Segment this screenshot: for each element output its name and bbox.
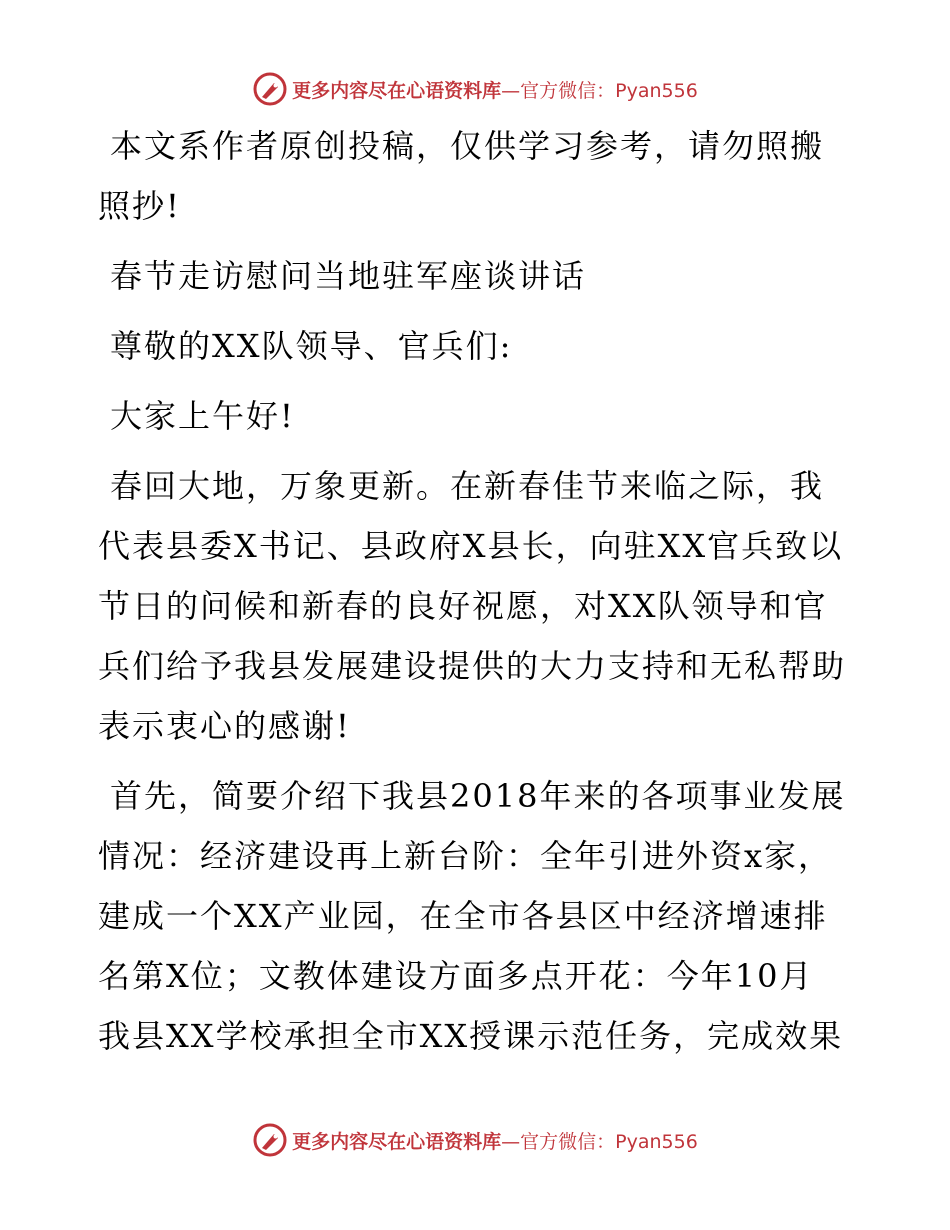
paragraph-disclaimer: 本文系作者原创投稿，仅供学习参考，请勿照搬 照抄! bbox=[98, 127, 825, 225]
footer-banner bbox=[0, 1118, 950, 1162]
pen-nib-logo-icon bbox=[252, 1122, 288, 1158]
paragraph-title: 春节走访慰问当地驻军座谈讲话 bbox=[110, 257, 587, 295]
document-body bbox=[98, 116, 868, 1076]
paragraph-salutation: 尊敬的XX队领导、官兵们: bbox=[110, 327, 513, 365]
paragraph-introduction: 首先，简要介绍下我县2018年来的各项事业发展 情况：经济建设再上新台阶：全年引进外资x家， 建成一个XX产业园，在全市各县区中经济增速排 名第X位；文教体建设方面多点开花：今年10月 我县XX学校承担全市XX授课示范任务，完成效果 bbox=[98, 777, 846, 1055]
pen-nib-logo-icon bbox=[252, 71, 288, 107]
header-wechat-text: —官方微信：Pyan556 bbox=[501, 79, 698, 102]
paragraph-greeting: 大家上午好! bbox=[110, 397, 295, 435]
footer-brand-text: 更多内容尽在心语资料库 bbox=[292, 1130, 502, 1153]
header-brand-text: 更多内容尽在心语资料库 bbox=[292, 79, 502, 102]
footer-wechat-text: —官方微信：Pyan556 bbox=[501, 1130, 698, 1153]
paragraph-thanks: 春回大地，万象更新。在新春佳节来临之际，我 代表县委X书记、县政府X县长，向驻XX官兵致以 节日的问候和新春的良好祝愿，对XX队领导和官 兵们给予我县发展建设提供的大力支持和无私帮助 表示衷心的感谢! bbox=[98, 467, 847, 745]
header-banner bbox=[0, 67, 950, 111]
